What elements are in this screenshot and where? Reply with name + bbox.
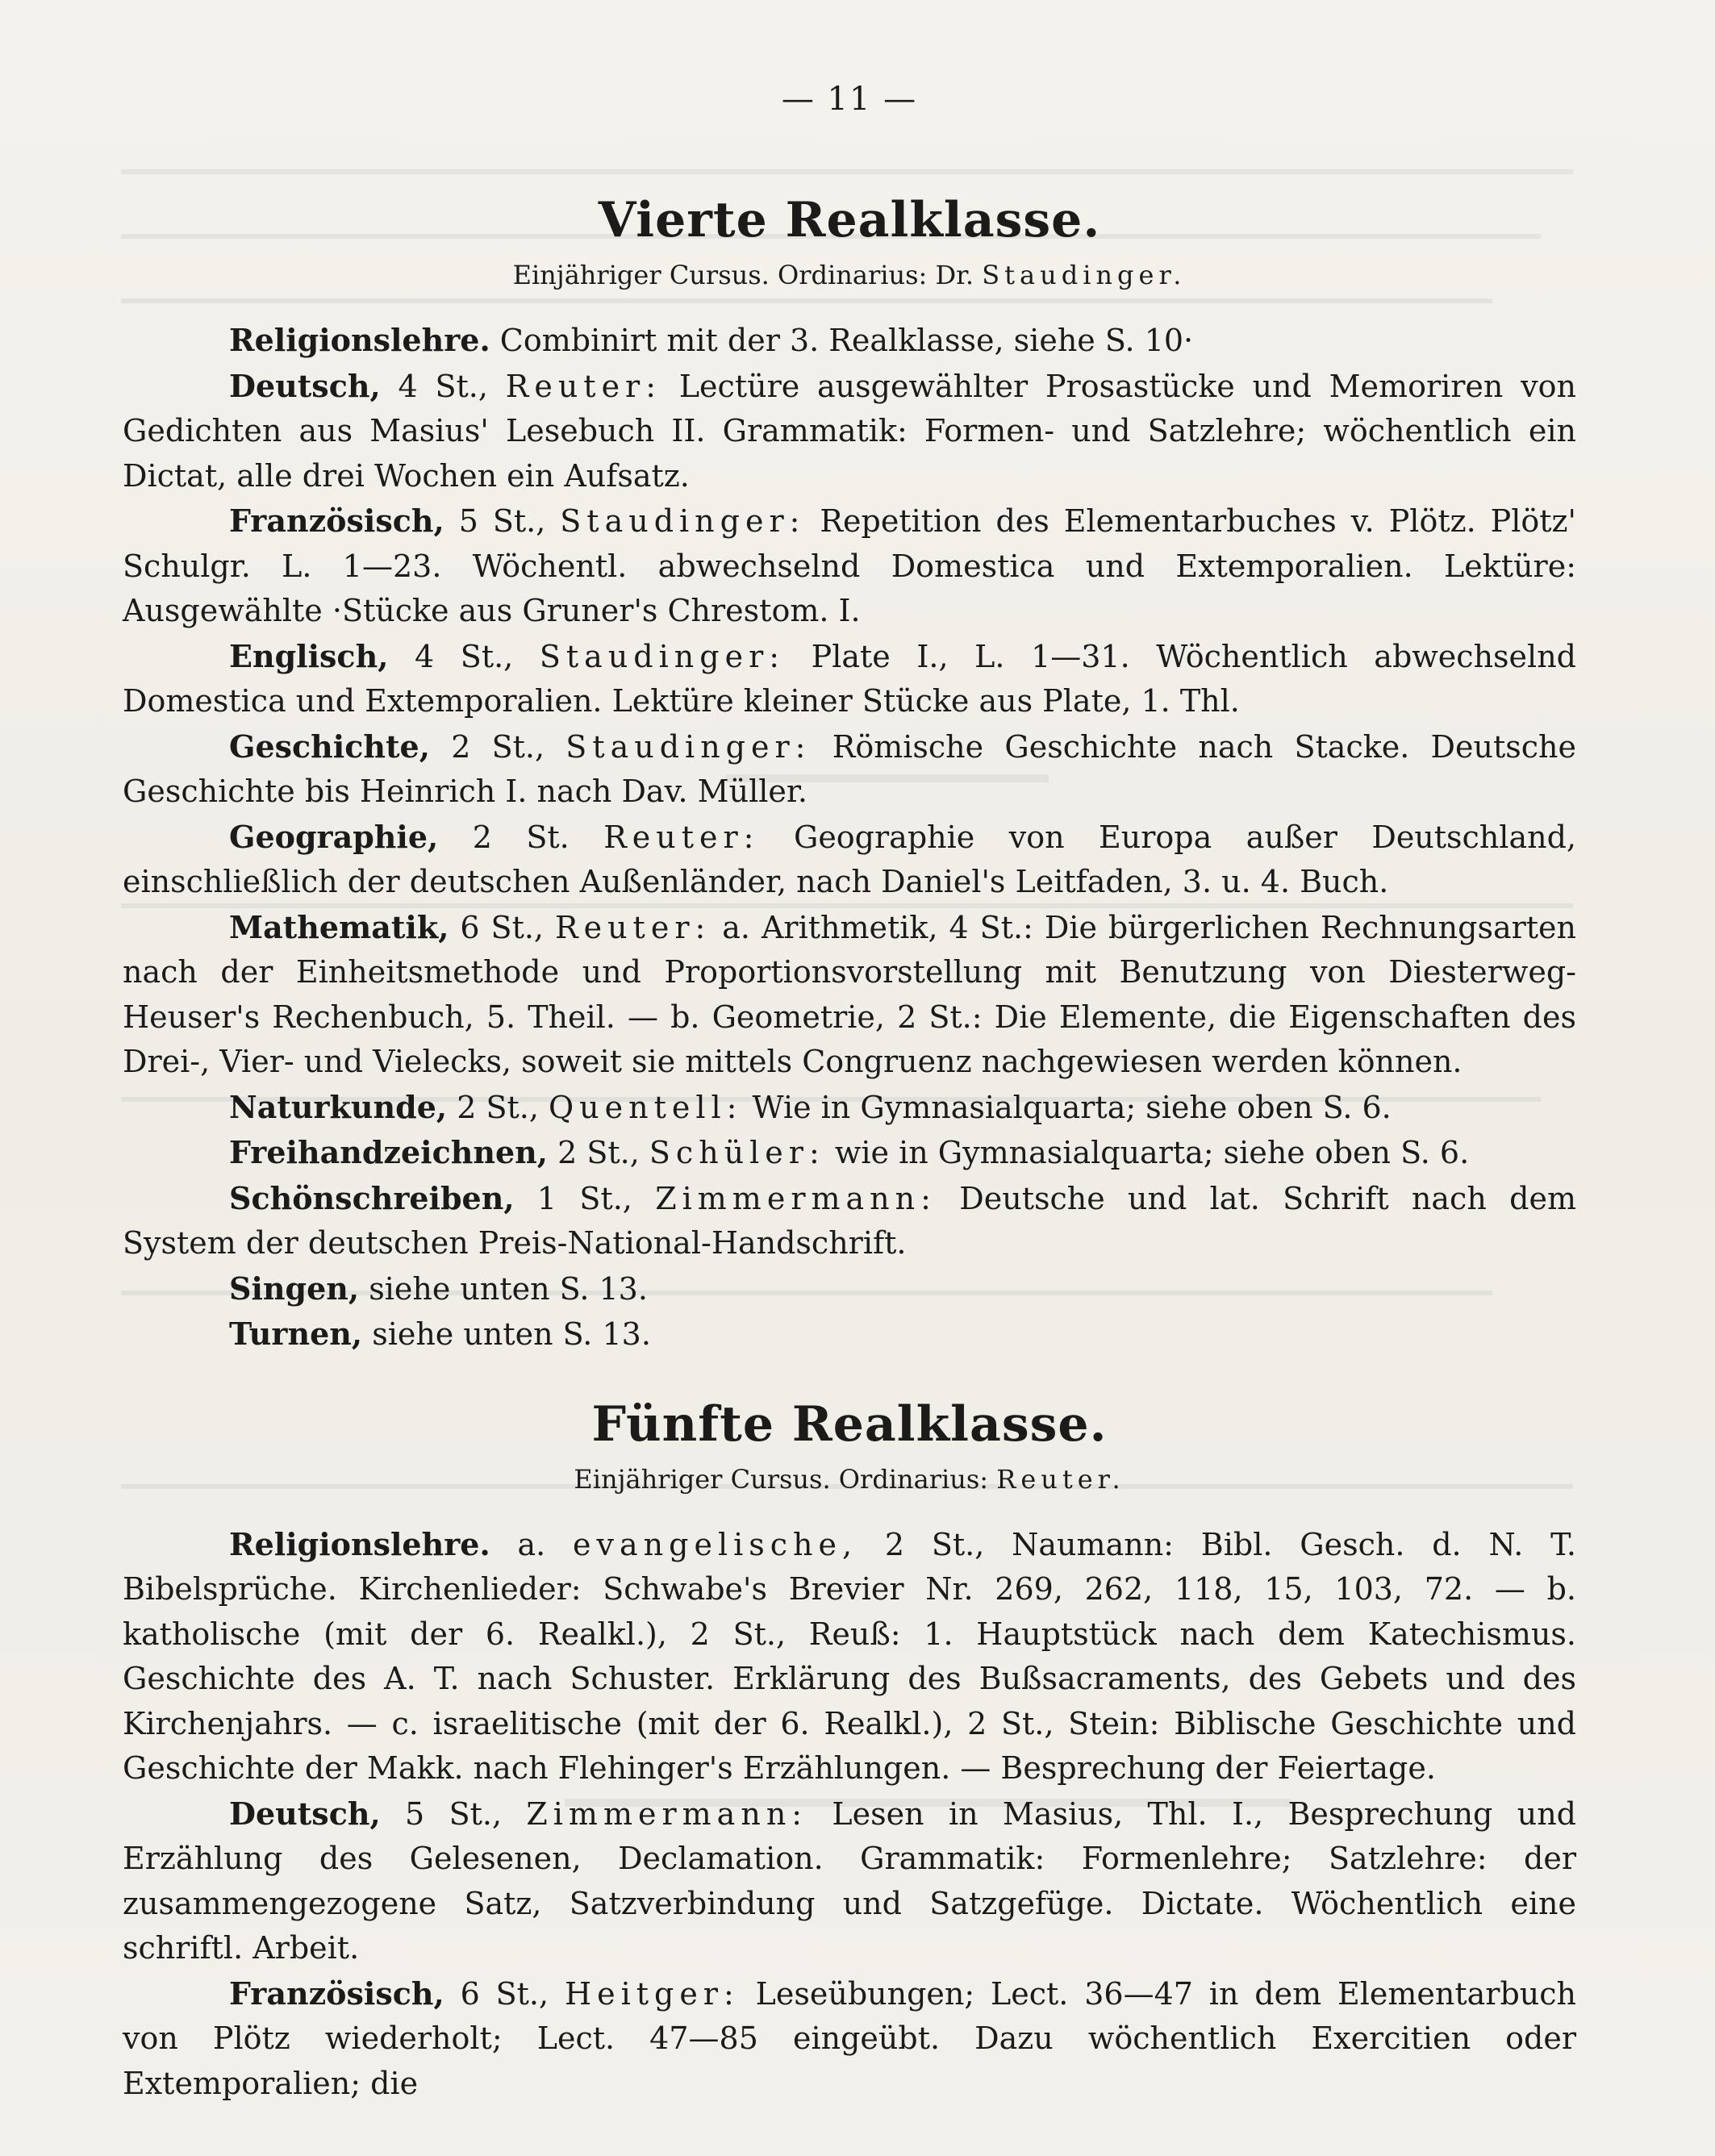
entry-subject: Mathematik, (229, 908, 449, 945)
entry-text: Plate I., L. 1—31. Wöchentlich abwechselnd Domestica und Extemporalien. Lektüre kleiner Stücke aus Plate, 1. Thl. (123, 638, 1576, 719)
entry-teacher: evangelische, (573, 1526, 858, 1562)
page-number: — 11 — (781, 81, 918, 118)
entry-subject: Singen, (229, 1270, 360, 1307)
entry-geographie (123, 815, 1576, 905)
entry-text: Leseübungen; Lect. 36—47 in dem Elementarbuch von Plötz wiederholt; Lect. 47—85 eingeübt. Dazu wöchentlich Exercitien oder Extemporalien; die (123, 1975, 1576, 2101)
entry-deutsch (123, 364, 1576, 499)
entry-text: Römische Geschichte nach Stacke. Deutsche Geschichte bis Heinrich I. nach Dav. Müller. (123, 728, 1576, 809)
entry-text: Lectüre ausgewählter Prosastücke und Memoriren von Gedichten aus Masius' Lesebuch II. Grammatik: Formen- und Satzlehre; wöchentlich ein Dictat, alle drei Wochen ein Aufsatz. (123, 368, 1576, 494)
entry-subject: Religionslehre. (229, 1525, 490, 1562)
entry-text: Deutsche und lat. Schrift nach dem System der deutschen Preis-National-Handschrift. (123, 1180, 1576, 1261)
entry-teacher: Reuter: (554, 909, 711, 945)
entry-teacher: Zimmermann: (526, 1795, 808, 1832)
entry-subject: Turnen, (229, 1316, 363, 1352)
entry-text: wie in Gymnasialquarta; siehe oben S. 6. (824, 1135, 1470, 1170)
entry-naturkunde (123, 1085, 1576, 1131)
entry-freihandzeichnen (123, 1130, 1576, 1176)
entry-religionslehre (123, 318, 1576, 364)
entry-text: Wie in Gymnasialquarta; siehe oben S. 6. (742, 1089, 1392, 1125)
entry-hours: 5 St., (380, 1795, 527, 1832)
entry-deutsch-5 (123, 1791, 1576, 1971)
entry-hours: 2 St., (548, 1135, 649, 1170)
section-spacer (123, 1357, 1576, 1396)
subtitle-ordinarius-name: Staudinger. (982, 260, 1187, 290)
section-subtitle-fuenfte (123, 1464, 1576, 1495)
section-subtitle-vierte (123, 260, 1576, 290)
entry-hours: 2 St., (447, 1089, 549, 1125)
entry-text: a. Arithmetik, 4 St.: Die bürgerlichen Rechnungsarten nach der Einheitsmethode und Proportionsvorstellung mit Benutzung von Diesterweg-Heuser's Rechenbuch, 5. Theil. — b. Geometrie, 2 St.: Die Elemente, die Eigenschaften des Drei-, Vier- und Vielecks, soweit sie mittels Congruenz nachgewiesen werden können. (123, 909, 1576, 1079)
entry-text: Lesen in Masius, Thl. I., Besprechung und Erzählung des Gelesenen, Declamation. Grammatik: Formenlehre; Satzlehre: der zusammengezogene Satz, Satzverbindung und Satzgefüge. Dictate. Wöchentlich eine schriftl. Arbeit. (123, 1795, 1576, 1966)
entry-subject: Geschichte, (229, 728, 430, 765)
entry-subject: Deutsch, (229, 1795, 381, 1832)
entry-englisch (123, 634, 1576, 724)
entry-subject: Geographie, (229, 818, 439, 855)
entry-teacher: Schüler: (649, 1135, 825, 1170)
entry-text: Combinirt mit der 3. Realklasse, siehe S. 10· (490, 323, 1194, 358)
entry-subject: Deutsch, (229, 367, 381, 404)
subtitle-prefix: Einjähriger Cursus. Ordinarius: (574, 1463, 989, 1495)
entry-hours: 6 St., (444, 1975, 565, 2012)
entry-teacher: Staudinger: (560, 503, 806, 539)
entry-teacher: Staudinger: (539, 638, 786, 674)
entry-subject: Religionslehre. (229, 322, 490, 358)
entry-hours: a. (490, 1526, 574, 1562)
section-title-fuenfte-realklasse: Fünfte Realklasse. (591, 1395, 1108, 1453)
entry-teacher: Reuter: (505, 368, 662, 404)
entry-text: Geographie von Europa außer Deutschland, einschließlich der deutschen Außenländer, nach Daniel's Leitfaden, 3. u. 4. Buch. (123, 819, 1576, 899)
entry-subject: Naturkunde, (229, 1088, 448, 1125)
entry-franzoesisch-5 (123, 1971, 1576, 2107)
entry-hours: 4 St., (388, 638, 540, 674)
entry-teacher: Heitger: (564, 1975, 740, 2012)
section-title-vierte-realklasse: Vierte Realklasse. (598, 192, 1101, 248)
entry-teacher: Zimmermann: (655, 1180, 937, 1216)
entry-text: siehe unten S. 13. (359, 1270, 648, 1307)
entry-teacher: Reuter: (603, 819, 760, 855)
entry-text: 2 St., Naumann: Bibl. Gesch. d. N. T. Bibelsprüche. Kirchenlieder: Schwabe's Brevier Nr. 269, 262, 118, 15, 103, 72. — b. katholische (mit der 6. Realkl.), 2 St., Reuß: 1. Hauptstück nach dem Katechismus. Geschichte des A. T. nach Schuster. Erklärung des Bußsacraments, des Gebets und des Kirchenjahrs. — c. israelitische (mit der 6. Realkl.), 2 St., Stein: Biblische Geschichte und Geschichte der Makk. nach Flehinger's Erzählungen. — Besprechung der Feiertage. (123, 1526, 1576, 1786)
subtitle-prefix: Einjähriger Cursus. Ordinarius: Dr. (512, 260, 974, 290)
entry-teacher: Quentell: (549, 1089, 743, 1125)
entry-hours: 6 St., (449, 909, 555, 945)
entry-teacher: Staudinger: (565, 728, 812, 765)
entry-geschichte (123, 724, 1576, 815)
entry-subject: Englisch, (229, 637, 389, 674)
entry-subject: Schönschreiben, (229, 1179, 515, 1216)
entry-hours: 4 St., (380, 368, 506, 404)
entry-religionslehre-5 (123, 1522, 1576, 1791)
entry-hours: 2 St., (429, 728, 566, 765)
entry-schoenschreiben (123, 1176, 1576, 1266)
entry-hours: 1 St., (514, 1180, 656, 1216)
entry-franzoesisch (123, 498, 1576, 634)
entry-subject: Französisch, (229, 503, 444, 539)
entry-turnen (123, 1312, 1576, 1357)
entry-mathematik (123, 905, 1576, 1085)
entry-hours: 2 St. (438, 819, 604, 855)
entry-subject: Französisch, (229, 1975, 444, 2012)
entry-text: siehe unten S. 13. (362, 1316, 651, 1352)
entry-text: Repetition des Elementarbuches v. Plötz. Plötz' Schulgr. L. 1—23. Wöchentl. abwechselnd Domestica und Extemporalien. Lektüre: Ausgewählte ·Stücke aus Gruner's Chrestom. I. (123, 503, 1576, 628)
entry-subject: Freihandzeichnen, (229, 1134, 549, 1170)
entry-singen (123, 1266, 1576, 1312)
subtitle-ordinarius-name: Reuter. (996, 1463, 1125, 1495)
entry-hours: 5 St., (444, 503, 561, 539)
